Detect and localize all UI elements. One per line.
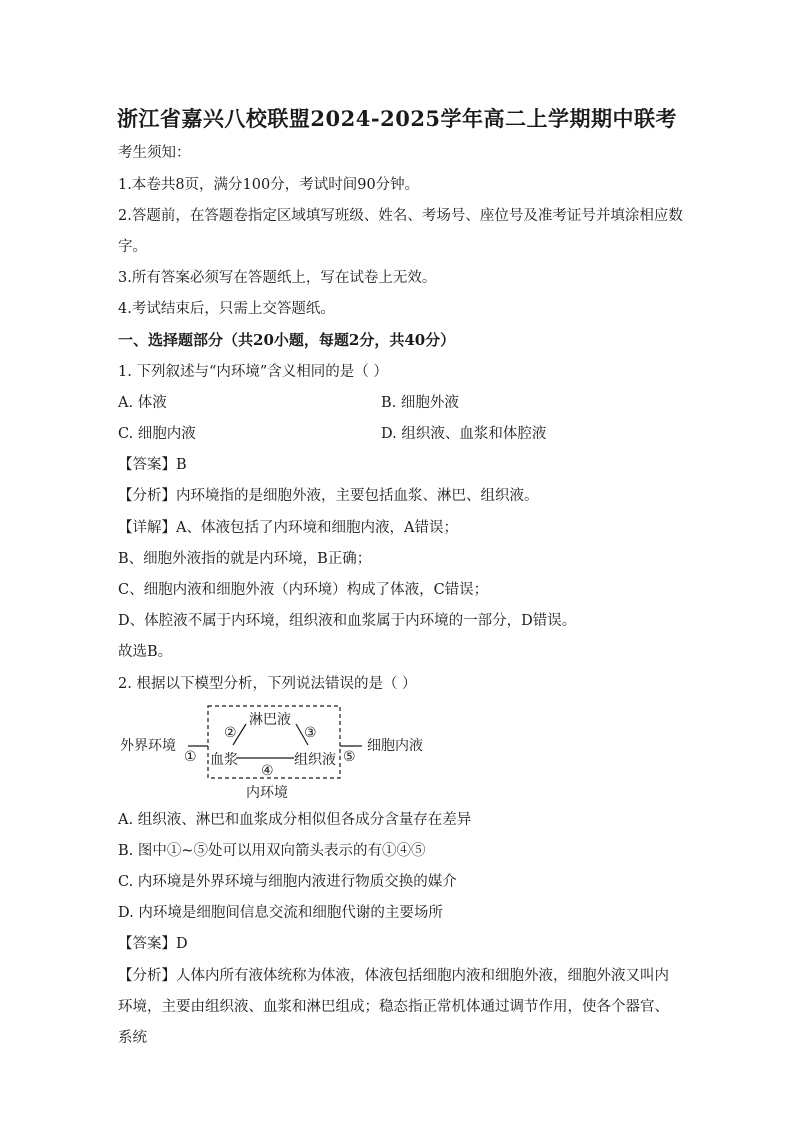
internal-env-label: 内环境 xyxy=(246,785,288,801)
section-title: 一、选择题部分（共20小题，每题2分，共40分） xyxy=(118,331,456,349)
marker-3: ③ xyxy=(304,725,317,741)
notice-item: 4.考试结束后，只需上交答题纸。 xyxy=(118,301,335,317)
marker-2: ② xyxy=(224,725,237,741)
marker-5: ⑤ xyxy=(343,749,356,765)
q1-option-d: D. 组织液、血浆和体腔液 xyxy=(381,426,547,442)
internal-environment-diagram xyxy=(118,700,438,805)
notice-heading: 考生须知： xyxy=(118,145,191,161)
notice-item: 字。 xyxy=(118,239,147,255)
q1-option-b: B. 细胞外液 xyxy=(381,395,459,411)
marker-1: ① xyxy=(184,749,197,765)
q2-option-c: C. 内环境是外界环境与细胞内液进行物质交换的媒介 xyxy=(118,874,457,890)
q1-stem: 1. 下列叙述与“内环境”含义相同的是（ ） xyxy=(118,364,388,380)
cell-fluid-label: 细胞内液 xyxy=(367,738,423,754)
q1-detail: C、细胞内液和细胞外液（内环境）构成了体液，C错误； xyxy=(118,582,489,598)
q1-option-c: C. 细胞内液 xyxy=(118,426,196,442)
outer-env-label: 外界环境 xyxy=(120,738,176,754)
tissue-fluid-label: 组织液 xyxy=(294,752,336,768)
q2-option-a: A. 组织液、淋巴和血浆成分相似但各成分含量存在差异 xyxy=(118,812,472,828)
notice-item: 2.答题前，在答题卷指定区域填写班级、姓名、考场号、座位号及准考证号并填涂相应数 xyxy=(118,208,683,224)
q1-detail: 【详解】A、体液包括了内环境和细胞内液，A错误； xyxy=(118,520,458,536)
plasma-label: 血浆 xyxy=(210,752,238,768)
notice-item: 3.所有答案必须写在答题纸上，写在试卷上无效。 xyxy=(118,270,437,286)
notice-item: 1.本卷共8页，满分100分，考试时间90分钟。 xyxy=(118,177,420,193)
q2-analysis: 【分析】人体内所有液体统称为体液，体液包括细胞内液和细胞外液，细胞外液又叫内环境，主要由组织液、血浆和淋巴组成；稳态指正常机体通过调节作用，使各个器官、系统 xyxy=(118,968,669,1046)
q1-detail: B、细胞外液指的就是内环境，B正确； xyxy=(118,551,372,567)
q1-analysis: 【分析】内环境指的是细胞外液，主要包括血浆、淋巴、组织液。 xyxy=(118,488,539,504)
q1-detail: 故选B。 xyxy=(118,644,173,660)
q2-option-b: B. 图中①~⑤处可以用双向箭头表示的有①④⑤ xyxy=(118,843,426,859)
q2-answer: 【答案】D xyxy=(118,936,188,952)
q2-stem: 2. 根据以下模型分析，下列说法错误的是（ ） xyxy=(118,676,417,692)
q1-option-a: A. 体液 xyxy=(118,395,167,411)
lymph-label: 淋巴液 xyxy=(249,712,291,728)
page-title: 浙江省嘉兴八校联盟2024-2025学年高二上学期期中联考 xyxy=(116,106,678,131)
q1-detail: D、体腔液不属于内环境，组织液和血浆属于内环境的一部分，D错误。 xyxy=(118,613,577,629)
marker-4: ④ xyxy=(261,763,274,779)
q2-option-d: D. 内环境是细胞间信息交流和细胞代谢的主要场所 xyxy=(118,905,443,921)
q1-answer: 【答案】B xyxy=(118,457,187,473)
